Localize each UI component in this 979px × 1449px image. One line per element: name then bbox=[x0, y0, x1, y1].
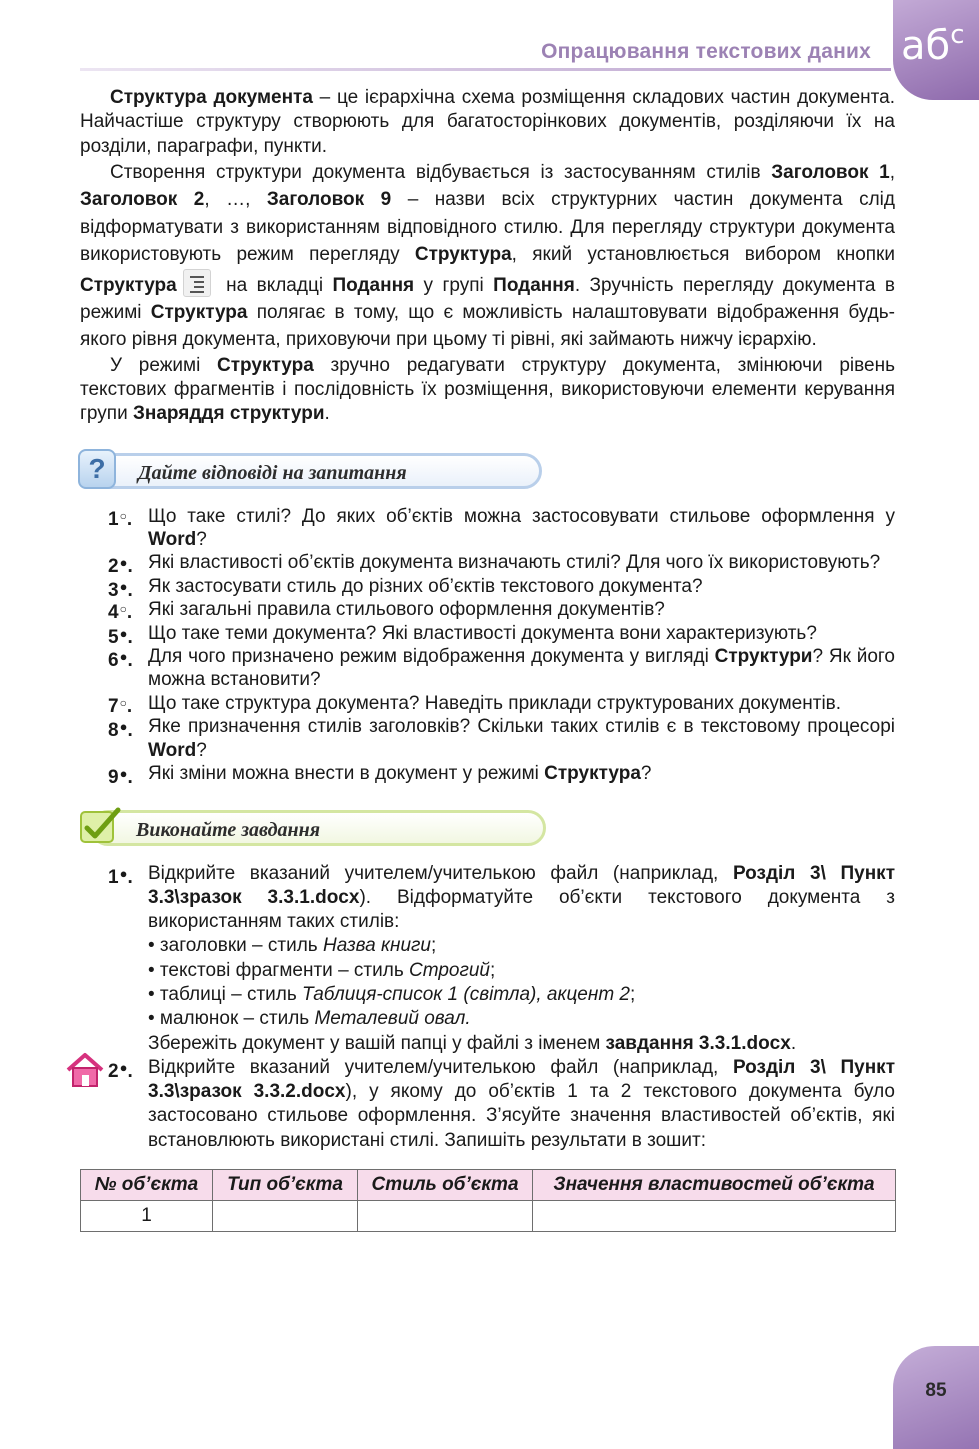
filled-circle-icon: ● bbox=[119, 719, 128, 735]
list-structure-icon bbox=[183, 269, 211, 297]
page-number-tab bbox=[893, 1346, 979, 1449]
list-item bbox=[80, 692, 895, 715]
text-run: • таблиці – стиль bbox=[148, 983, 303, 1005]
list-item bbox=[80, 575, 895, 601]
checkmark-icon bbox=[78, 804, 124, 850]
table-cell bbox=[533, 1201, 896, 1232]
item-text bbox=[148, 506, 895, 550]
bold-term: Структура bbox=[217, 354, 314, 376]
text-run: Створення структури документа відбувається із застосуванням стилів bbox=[110, 161, 772, 183]
text-run: у групі bbox=[414, 274, 494, 296]
item-number bbox=[108, 1056, 133, 1084]
text-run: Відкрийте вказаний учителем/учителькою файл (наприклад, bbox=[148, 862, 733, 884]
table-header-cell: Значення властивостей об’єкта bbox=[533, 1170, 896, 1201]
text-run: на вкладці bbox=[216, 274, 333, 296]
item-text bbox=[148, 763, 651, 784]
item-number-dot: . bbox=[127, 650, 133, 672]
item-text bbox=[148, 552, 880, 573]
page-content bbox=[80, 86, 895, 1232]
text-run: Які властивості об’єктів документа визначають стилі? Для чого їх використовують? bbox=[148, 552, 881, 574]
paragraph-1 bbox=[80, 86, 895, 159]
text-run: Як застосувати стиль до різних об’єктів текстового документа? bbox=[148, 575, 703, 597]
header-divider bbox=[80, 68, 891, 71]
list-item bbox=[80, 598, 895, 624]
item-text bbox=[148, 646, 895, 690]
item-text bbox=[148, 716, 895, 760]
item-number-digit: 2 bbox=[108, 1060, 119, 1082]
list-item bbox=[80, 715, 895, 762]
abc-logo-icon: абс bbox=[901, 20, 965, 69]
item-number bbox=[108, 645, 133, 672]
item-number-dot: . bbox=[127, 1060, 133, 1082]
bold-term: Заголовок 2 bbox=[80, 189, 205, 211]
text-run: Які зміни можна внести в документ у режимі bbox=[148, 763, 545, 785]
text-run: , який установлюється вибором кнопки bbox=[511, 244, 895, 266]
text-run: , …, bbox=[204, 189, 267, 211]
table-header-cell: Стиль об’єкта bbox=[358, 1170, 533, 1201]
bold-term: Заголовок 1 bbox=[771, 161, 890, 183]
table-header-row bbox=[81, 1170, 896, 1201]
filled-circle-icon: ● bbox=[119, 555, 128, 571]
text-run: Відкрийте вказаний учителем/учителькою файл (наприклад, bbox=[148, 1056, 733, 1078]
filled-circle-icon: ● bbox=[119, 766, 128, 782]
bold-term: Подання bbox=[332, 274, 415, 296]
bold-term: Структура bbox=[414, 244, 512, 266]
paragraph-3 bbox=[80, 354, 895, 427]
item-number-digit: 1 bbox=[108, 508, 119, 530]
table-row bbox=[81, 1201, 896, 1232]
paragraph-2 bbox=[80, 159, 895, 354]
item-number-dot: . bbox=[127, 579, 133, 601]
text-run: Які загальні правила стильового оформлення документів? bbox=[148, 599, 665, 621]
bold-term: Структури bbox=[714, 646, 813, 668]
hollow-circle-icon: ○ bbox=[119, 508, 127, 523]
item-number-dot: . bbox=[126, 602, 133, 624]
italic-term: Строгий bbox=[409, 959, 490, 981]
text-run: ; bbox=[630, 983, 636, 1005]
list-item bbox=[80, 551, 895, 578]
item-number-digit: 4 bbox=[108, 602, 119, 624]
text-run: – назви всіх структурних частин документа слід відформатувати з використанням відповідного стилю. Для перегляду структури документа використовують режим перегляду bbox=[80, 189, 895, 266]
questions-list bbox=[80, 505, 895, 789]
bold-term: Word bbox=[148, 529, 197, 551]
questions-heading: Дайте відповіді на запитання bbox=[138, 461, 407, 484]
list-item bbox=[80, 762, 895, 789]
table-header-cell: № об’єкта bbox=[81, 1170, 213, 1201]
tasks-banner bbox=[78, 808, 895, 850]
item-text bbox=[148, 623, 817, 644]
item-number-digit: 7 bbox=[108, 695, 119, 717]
item-text bbox=[148, 863, 895, 1054]
results-table bbox=[80, 1169, 896, 1232]
filled-circle-icon: ● bbox=[119, 1059, 128, 1075]
list-item bbox=[80, 862, 895, 1056]
questions-banner bbox=[78, 451, 895, 493]
filled-circle-icon: ● bbox=[119, 578, 128, 594]
italic-term: Металевий овал. bbox=[314, 1008, 471, 1030]
text-run: Що таке стилі? До яких об’єктів можна застосовувати стильове оформлення у bbox=[148, 505, 895, 527]
text-run: Що таке структура документа? Наведіть приклади структурованих документів. bbox=[148, 692, 842, 714]
text-run: – це ієрархічна схема розміщення складових частин документа. Найчастіше структуру створюють для багатосторінкових документів, розділяючи їх на розділи, параграфи, пункти. bbox=[80, 87, 896, 157]
item-number-dot: . bbox=[127, 866, 133, 888]
italic-term: Таблиця-список 1 (світла), акцент 2 bbox=[302, 983, 631, 1005]
text-run: ? Як його можна встановити? bbox=[148, 646, 895, 691]
bold-term: Розділ 3\ Пункт 3.3\зразок 3.3.1.docx bbox=[148, 862, 895, 908]
home-task-icon bbox=[64, 1052, 106, 1088]
item-number-digit: 3 bbox=[108, 579, 119, 601]
list-item bbox=[80, 505, 895, 552]
bold-term: завдання 3.3.1.docx bbox=[605, 1032, 791, 1054]
table-cell: 1 bbox=[81, 1201, 213, 1232]
tasks-list bbox=[80, 862, 895, 1154]
text-run: ; bbox=[430, 935, 437, 957]
table-cell bbox=[213, 1201, 358, 1232]
bold-term: Заголовок 9 bbox=[266, 189, 392, 211]
bold-term: Word bbox=[148, 739, 197, 761]
chapter-title: Опрацювання текстових даних bbox=[541, 40, 871, 63]
text-run: ; bbox=[489, 959, 496, 981]
text-run: ), у якому до об’єктів 1 та 2 текстового документа було застосовано стильове оформлення. З’ясуйте значення властивостей об’єктів, які встановлюють використані стилі. Запишіть результати в зошит: bbox=[148, 1081, 895, 1151]
item-number-digit: 2 bbox=[108, 556, 119, 578]
bold-term: Подання bbox=[493, 274, 575, 296]
item-number-dot: . bbox=[127, 556, 133, 578]
text-run: ? bbox=[196, 739, 207, 761]
bold-term: Структура документа bbox=[110, 87, 313, 108]
bold-term: Структура bbox=[544, 763, 641, 785]
tasks-heading: Виконайте завдання bbox=[136, 818, 321, 841]
item-number-dot: . bbox=[127, 720, 133, 742]
text-run: • малюнок – стиль bbox=[148, 1008, 315, 1030]
text-run: У режимі bbox=[110, 354, 218, 376]
italic-term: Назва книги bbox=[322, 935, 431, 957]
bold-term: Структура bbox=[150, 301, 248, 323]
item-number-dot: . bbox=[126, 695, 133, 717]
text-run: ). Відформатуйте об’єкти текстового документа з використанням таких стилів: bbox=[148, 886, 895, 933]
list-item bbox=[80, 622, 895, 648]
filled-circle-icon: ● bbox=[119, 625, 128, 641]
list-item bbox=[80, 645, 895, 692]
item-text bbox=[148, 1057, 895, 1151]
text-run: Збережіть документ у вашій папці у файлі з іменем bbox=[148, 1032, 606, 1054]
text-run: зручно редагувати структуру документа, змінюючи рівень текстових фрагментів і послідовність їх розміщення, використовуючи елементи керування групи bbox=[80, 354, 895, 425]
item-number bbox=[108, 762, 133, 789]
text-run: ? bbox=[196, 529, 207, 551]
text-run: Яке призначення стилів заголовків? Скільки таких стилів є в текстовому процесорі bbox=[148, 716, 895, 738]
bold-term: Розділ 3\ Пункт 3.3\зразок 3.3.2.docx bbox=[148, 1056, 895, 1103]
table-cell bbox=[358, 1201, 533, 1232]
item-number-dot: . bbox=[127, 626, 133, 648]
hollow-circle-icon: ○ bbox=[119, 602, 127, 617]
item-number bbox=[108, 862, 133, 890]
list-item bbox=[80, 1056, 895, 1153]
question-mark-icon: ? bbox=[78, 449, 116, 489]
item-number-digit: 8 bbox=[108, 720, 119, 742]
item-text bbox=[148, 599, 665, 620]
item-number-digit: 9 bbox=[108, 767, 119, 789]
item-number bbox=[108, 715, 133, 742]
item-number-dot: . bbox=[126, 508, 133, 530]
text-run: . bbox=[790, 1032, 797, 1054]
text-run: Для чого призначено режим відображення документа у вигляді bbox=[148, 646, 715, 668]
corner-tab bbox=[893, 0, 979, 100]
text-run: . bbox=[324, 403, 330, 425]
bold-term: Структура bbox=[80, 274, 177, 296]
filled-circle-icon: ● bbox=[119, 865, 128, 881]
item-text bbox=[148, 693, 841, 714]
item-number-digit: 5 bbox=[108, 626, 119, 648]
item-number-digit: 1 bbox=[108, 866, 119, 888]
filled-circle-icon: ● bbox=[119, 649, 128, 665]
text-run: • заголовки – стиль bbox=[148, 935, 323, 957]
item-text bbox=[148, 576, 703, 597]
page-number: 85 bbox=[925, 1380, 947, 1401]
bold-term: Знаряддя структури bbox=[132, 403, 325, 425]
item-number-digit: 6 bbox=[108, 650, 119, 672]
text-run: полягає в тому, що є можливість налаштовувати відображення будь-якого рівня документа, приховуючи при цьому ті рівні, які займають нижчу ієрархію. bbox=[80, 301, 895, 351]
text-run: Що таке теми документа? Які властивості документа вони характеризують? bbox=[148, 622, 817, 644]
text-run: ? bbox=[640, 763, 652, 785]
text-run: , bbox=[889, 161, 895, 183]
item-number bbox=[108, 505, 132, 531]
item-number-dot: . bbox=[127, 767, 133, 789]
table-header-cell: Тип об’єкта bbox=[213, 1170, 358, 1201]
hollow-circle-icon: ○ bbox=[119, 695, 127, 710]
text-run: • текстові фрагменти – стиль bbox=[148, 959, 409, 981]
text-run: . Зручність перегляду документа в режимі bbox=[80, 274, 895, 323]
